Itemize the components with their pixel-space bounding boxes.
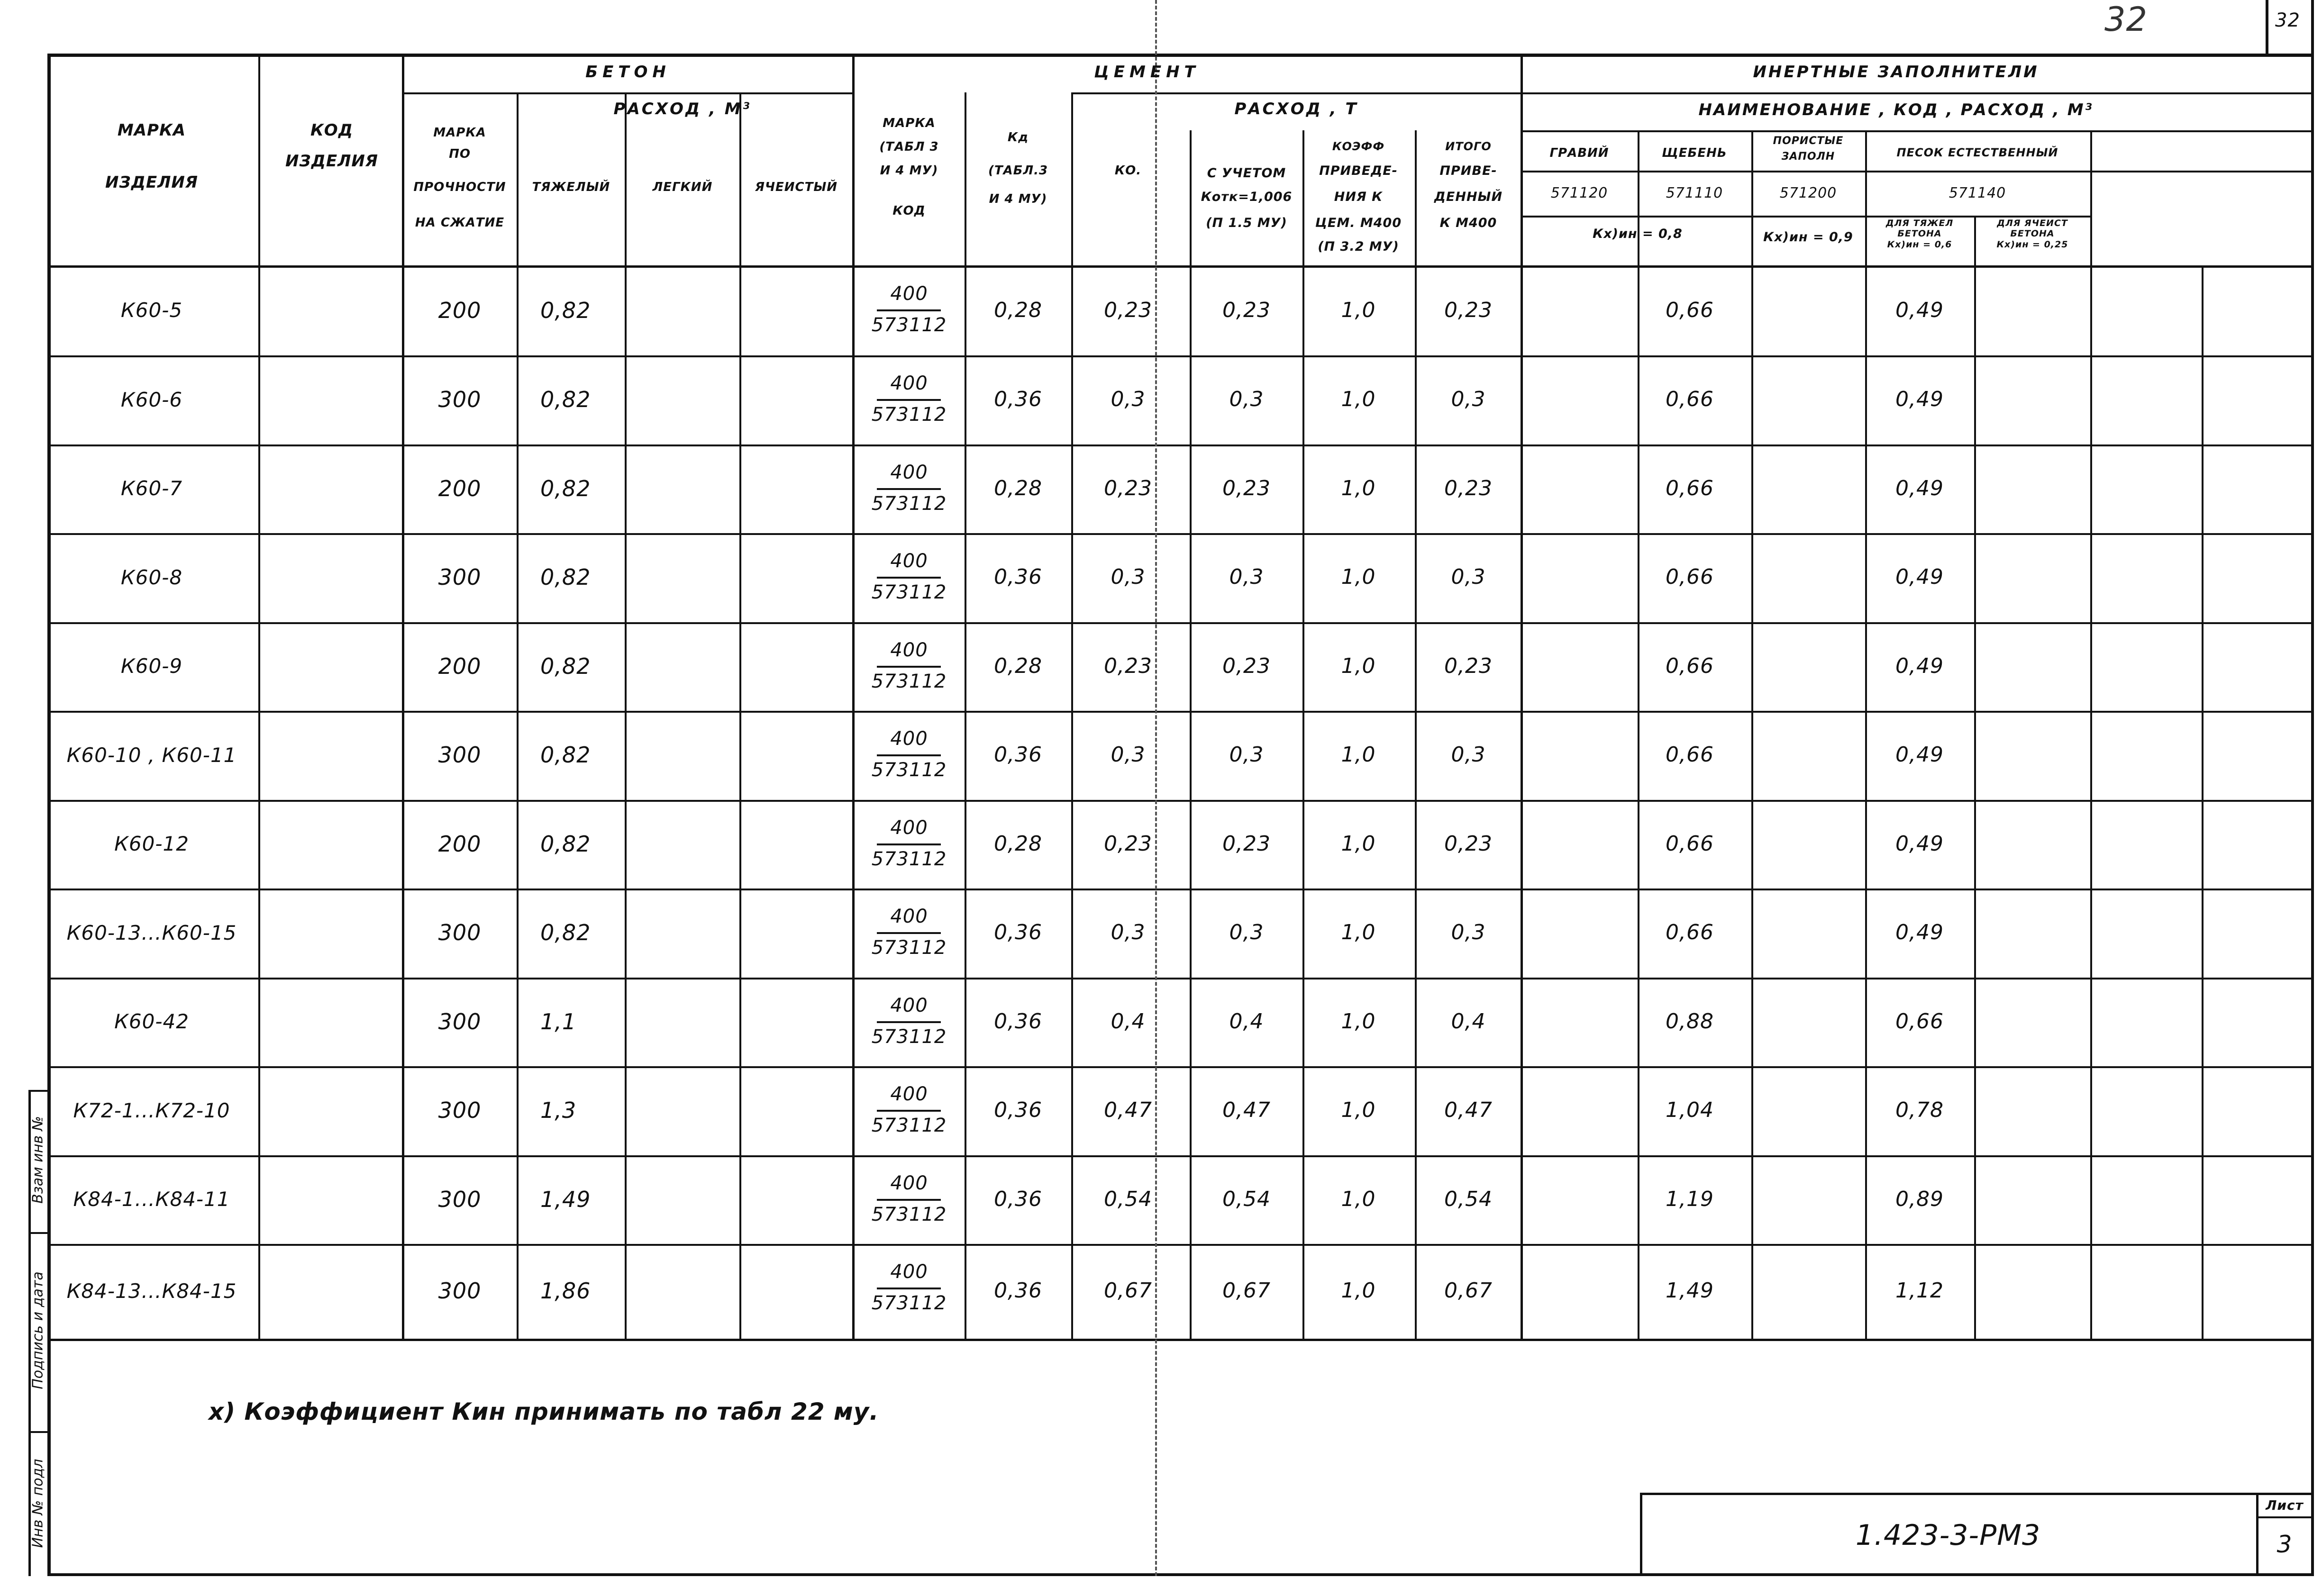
- cell-cement-marka: 400: [890, 1083, 928, 1105]
- cell-ko: 0,3: [1111, 565, 1146, 589]
- cell-pesok: 0,49: [1895, 920, 1944, 945]
- cell-mark: К60-13...К60-15: [66, 921, 237, 944]
- cell-strength: 300: [438, 1278, 482, 1304]
- cell-uchetom: 0,54: [1222, 1187, 1271, 1211]
- code-pesok: 571140: [1949, 185, 2006, 201]
- cell-cement-marka: 400: [890, 906, 928, 927]
- header-itogo-3: ДЕННЫЙ: [1434, 190, 1503, 204]
- side-label-inv-podl: Инв № подл: [29, 1459, 46, 1548]
- fraction-bar: [877, 1199, 941, 1201]
- cell-itogo: 0,3: [1451, 920, 1486, 945]
- header-koeff-3: НИЯ К: [1334, 190, 1383, 204]
- header-cement: ЦЕМЕНТ: [1094, 63, 1200, 82]
- header-kd-1: Кд: [1007, 130, 1029, 145]
- cell-ko: 0,23: [1104, 653, 1152, 678]
- cell-mark: К60-6: [120, 388, 183, 411]
- header-cement-rashod: РАСХОД , Т: [1234, 100, 1358, 118]
- fraction-bar: [877, 666, 941, 668]
- cell-shcheben: 0,66: [1666, 565, 1714, 589]
- code-shcheben: 571110: [1666, 185, 1723, 201]
- header-koeff-4: ЦЕМ. М400: [1315, 216, 1402, 230]
- cell-mark: К60-8: [120, 565, 183, 589]
- header-itogo-4: К М400: [1439, 216, 1497, 230]
- cell-strength: 300: [438, 742, 482, 768]
- cell-strength: 200: [438, 297, 482, 323]
- cell-mark: К60-10 , К60-11: [66, 743, 237, 767]
- cell-cement-code: 573112: [871, 581, 947, 603]
- header-kd-2: (ТАБЛ.3: [988, 163, 1048, 178]
- cell-uchetom: 0,4: [1229, 1009, 1264, 1034]
- cell-heavy: 0,82: [540, 742, 591, 768]
- cell-heavy: 1,86: [540, 1278, 591, 1304]
- cell-cement-marka: 400: [890, 817, 928, 839]
- code-poristye: 571200: [1779, 185, 1837, 201]
- cell-uchetom: 0,23: [1222, 476, 1271, 500]
- cell-mark: К60-12: [114, 832, 189, 856]
- code-gravy: 571120: [1550, 185, 1608, 201]
- dlya-tyazh-2: БЕТОНА: [1897, 228, 1942, 239]
- sheet-label: Лист: [2266, 1497, 2304, 1513]
- fraction-bar: [877, 488, 941, 490]
- cell-koeff: 1,0: [1341, 831, 1376, 856]
- cell-cement-code: 573112: [871, 493, 947, 515]
- header-beton-marka-3: ПРОЧНОСТИ: [413, 180, 506, 194]
- cell-shcheben: 0,66: [1666, 387, 1714, 412]
- cell-cement-code: 573112: [871, 1026, 947, 1048]
- header-cement-marka-3: И 4 МУ): [880, 163, 938, 178]
- cell-cement-marka: 400: [890, 283, 928, 305]
- cell-heavy: 0,82: [540, 387, 591, 413]
- cell-uchetom: 0,47: [1222, 1098, 1271, 1123]
- cell-heavy: 0,82: [540, 564, 591, 590]
- header-itogo-2: ПРИВЕ-: [1439, 163, 1497, 178]
- cell-kd: 0,28: [994, 653, 1042, 678]
- cell-cement-marka: 400: [890, 550, 928, 572]
- header-beton-marka-1: МАРКА: [433, 126, 486, 140]
- cell-pesok: 0,49: [1895, 298, 1944, 322]
- header-cement-marka-4: КОД: [892, 204, 926, 218]
- cell-cement-code: 573112: [871, 314, 947, 336]
- cell-itogo: 0,3: [1451, 565, 1486, 589]
- cell-mark: К84-1...К84-11: [73, 1188, 230, 1211]
- cell-itogo: 0,23: [1444, 476, 1493, 500]
- cell-pesok: 0,49: [1895, 743, 1944, 767]
- header-poristye-2: ЗАПОЛН: [1781, 151, 1835, 163]
- cell-strength: 200: [438, 831, 482, 857]
- sheet-number: 3: [2276, 1531, 2293, 1558]
- cell-mark: К60-7: [120, 477, 183, 500]
- cell-mark: К72-1...К72-10: [73, 1098, 230, 1122]
- header-shcheben: ЩЕБЕНЬ: [1662, 146, 1727, 160]
- kin-09: Кх)ин = 0,9: [1763, 230, 1853, 245]
- cell-ko: 0,54: [1104, 1187, 1152, 1211]
- cell-uchetom: 0,23: [1222, 298, 1271, 322]
- cell-kd: 0,36: [994, 743, 1042, 767]
- side-label-vzam-inv: Взам инв №: [29, 1116, 46, 1204]
- cell-uchetom: 0,23: [1222, 831, 1271, 856]
- cell-ko: 0,4: [1111, 1009, 1146, 1034]
- side-label-podpis-data: Подпись и дата: [29, 1271, 46, 1389]
- header-ko: КО.: [1114, 163, 1142, 178]
- cell-ko: 0,23: [1104, 831, 1152, 856]
- cell-itogo: 0,3: [1451, 387, 1486, 412]
- cell-uchetom: 0,67: [1222, 1279, 1271, 1303]
- cell-shcheben: 0,66: [1666, 831, 1714, 856]
- cell-koeff: 1,0: [1341, 565, 1376, 589]
- cell-koeff: 1,0: [1341, 743, 1376, 767]
- cell-strength: 200: [438, 475, 482, 501]
- cell-itogo: 0,4: [1451, 1009, 1486, 1034]
- cell-mark: К60-42: [114, 1010, 189, 1034]
- cell-koeff: 1,0: [1341, 476, 1376, 500]
- cell-koeff: 1,0: [1341, 1187, 1376, 1211]
- cell-mark: К60-5: [120, 299, 183, 322]
- cell-strength: 300: [438, 387, 482, 413]
- cell-heavy: 0,82: [540, 475, 591, 501]
- fraction-bar: [877, 843, 941, 845]
- cell-pesok: 0,49: [1895, 565, 1944, 589]
- header-beton: БЕТОН: [585, 63, 671, 82]
- cell-kd: 0,36: [994, 1279, 1042, 1303]
- header-gravy: ГРАВИЙ: [1549, 146, 1609, 160]
- fraction-bar: [877, 577, 941, 579]
- cell-itogo: 0,23: [1444, 653, 1493, 678]
- cell-cement-code: 573112: [871, 848, 947, 870]
- header-inertnye: ИНЕРТНЫЕ ЗАПОЛНИТЕЛИ: [1753, 63, 2039, 82]
- cell-cement-marka: 400: [890, 462, 928, 483]
- cell-heavy: 0,82: [540, 831, 591, 857]
- cell-shcheben: 0,66: [1666, 920, 1714, 945]
- cell-strength: 200: [438, 653, 482, 679]
- header-itogo-1: ИТОГО: [1445, 140, 1492, 153]
- cell-koeff: 1,0: [1341, 1279, 1376, 1303]
- cell-strength: 300: [438, 1097, 482, 1124]
- header-kod-izdeliya-1: КОД: [310, 121, 353, 140]
- header-beton-rashod: РАСХОД , М³: [613, 100, 752, 118]
- dlya-yach-2: БЕТОНА: [2010, 228, 2055, 239]
- header-koeff-2: ПРИВЕДЕ-: [1319, 163, 1398, 178]
- cell-itogo: 0,47: [1444, 1098, 1493, 1123]
- cell-kd: 0,36: [994, 387, 1042, 412]
- dlya-tyazh-1: ДЛЯ ТЯЖЕЛ: [1885, 218, 1954, 228]
- cell-kd: 0,36: [994, 1187, 1042, 1211]
- cell-heavy: 1,1: [540, 1008, 577, 1034]
- cell-shcheben: 1,04: [1666, 1098, 1714, 1123]
- cell-pesok: 0,49: [1895, 653, 1944, 678]
- cell-strength: 300: [438, 564, 482, 590]
- cell-koeff: 1,0: [1341, 387, 1376, 412]
- cell-uchetom: 0,23: [1222, 653, 1271, 678]
- cell-shcheben: 0,66: [1666, 298, 1714, 322]
- cell-shcheben: 0,66: [1666, 653, 1714, 678]
- cell-heavy: 0,82: [540, 653, 591, 679]
- cell-shcheben: 1,49: [1666, 1279, 1714, 1303]
- fraction-bar: [877, 1021, 941, 1023]
- dlya-yach-3: Кх)ин = 0,25: [1996, 239, 2068, 250]
- cell-ko: 0,47: [1104, 1098, 1152, 1123]
- header-cement-marka-1: МАРКА: [883, 116, 936, 130]
- cell-cement-marka: 400: [890, 728, 928, 750]
- cell-shcheben: 1,19: [1666, 1187, 1714, 1211]
- cell-pesok: 1,12: [1895, 1279, 1944, 1303]
- footnote: х) Коэффициент Кин принимать по табл 22 му.: [209, 1398, 879, 1425]
- dlya-tyazh-3: Кх)ин = 0,6: [1887, 239, 1952, 250]
- cell-strength: 300: [438, 920, 482, 946]
- cell-kd: 0,36: [994, 565, 1042, 589]
- cell-pesok: 0,89: [1895, 1187, 1944, 1211]
- cell-ko: 0,23: [1104, 476, 1152, 500]
- cell-itogo: 0,3: [1451, 743, 1486, 767]
- cell-itogo: 0,54: [1444, 1187, 1493, 1211]
- header-s-uchetom-2: Котк=1,006: [1201, 190, 1293, 204]
- header-s-uchetom-1: С УЧЕТОМ: [1207, 166, 1286, 181]
- cell-kd: 0,36: [994, 1009, 1042, 1034]
- cell-cement-code: 573112: [871, 1292, 947, 1314]
- doc-code: 1.423-3-РМ3: [1855, 1519, 2041, 1552]
- header-cement-marka-2: (ТАБЛ 3: [879, 140, 939, 154]
- header-s-uchetom-3: (П 1.5 МУ): [1206, 216, 1287, 230]
- cell-ko: 0,23: [1104, 298, 1152, 322]
- cell-cement-code: 573112: [871, 1204, 947, 1225]
- cell-cement-marka: 400: [890, 372, 928, 394]
- fraction-bar: [877, 754, 941, 756]
- kin-08: Кх)ин = 0,8: [1593, 227, 1683, 241]
- cell-mark: К60-9: [120, 654, 183, 678]
- cell-itogo: 0,67: [1444, 1279, 1493, 1303]
- fraction-bar: [877, 1110, 941, 1112]
- cell-cement-marka: 400: [890, 1172, 928, 1194]
- cell-ko: 0,3: [1111, 920, 1146, 945]
- cell-itogo: 0,23: [1444, 298, 1493, 322]
- cell-cement-code: 573112: [871, 1115, 947, 1136]
- corner-page-number: 32: [2275, 9, 2300, 31]
- cell-shcheben: 0,66: [1666, 476, 1714, 500]
- cell-koeff: 1,0: [1341, 1009, 1376, 1034]
- cell-pesok: 0,49: [1895, 831, 1944, 856]
- cell-cement-code: 573112: [871, 671, 947, 692]
- cell-strength: 300: [438, 1008, 482, 1034]
- header-kod-izdeliya-2: ИЗДЕЛИЯ: [285, 152, 378, 171]
- header-poristye-1: ПОРИСТЫЕ: [1773, 135, 1844, 147]
- cell-heavy: 1,3: [540, 1097, 577, 1124]
- cell-ko: 0,67: [1104, 1279, 1152, 1303]
- cell-heavy: 1,49: [540, 1186, 591, 1212]
- cell-heavy: 0,82: [540, 297, 591, 323]
- cell-kd: 0,28: [994, 476, 1042, 500]
- cell-kd: 0,28: [994, 298, 1042, 322]
- cell-heavy: 0,82: [540, 920, 591, 946]
- cell-koeff: 1,0: [1341, 1098, 1376, 1123]
- cell-ko: 0,3: [1111, 743, 1146, 767]
- dlya-yach-1: ДЛЯ ЯЧЕИСТ: [1997, 218, 2068, 228]
- fraction-bar: [877, 1288, 941, 1289]
- header-marka-izdeliya-2: ИЗДЕЛИЯ: [105, 173, 198, 192]
- cell-uchetom: 0,3: [1229, 565, 1264, 589]
- cell-shcheben: 0,66: [1666, 743, 1714, 767]
- header-tyazhely: ТЯЖЕЛЫЙ: [532, 180, 610, 194]
- cell-mark: К84-13...К84-15: [66, 1279, 237, 1303]
- header-legky: ЛЕГКИЙ: [652, 180, 713, 194]
- cell-pesok: 0,49: [1895, 476, 1944, 500]
- header-koeff-1: КОЭФФ: [1332, 140, 1385, 153]
- cell-koeff: 1,0: [1341, 298, 1376, 322]
- header-koeff-5: (П 3.2 МУ): [1318, 239, 1399, 254]
- cell-koeff: 1,0: [1341, 920, 1376, 945]
- header-beton-marka-4: НА СЖАТИЕ: [415, 216, 505, 230]
- cell-pesok: 0,66: [1895, 1009, 1944, 1034]
- cell-uchetom: 0,3: [1229, 387, 1264, 412]
- cell-cement-code: 573112: [871, 404, 947, 426]
- header-pesok: ПЕСОК ЕСТЕСТВЕННЫЙ: [1896, 146, 2058, 159]
- header-marka-izdeliya-1: МАРКА: [117, 121, 186, 140]
- cell-cement-marka: 400: [890, 639, 928, 661]
- handwritten-page-number: 32: [2104, 0, 2148, 39]
- cell-ko: 0,3: [1111, 387, 1146, 412]
- cell-cement-marka: 400: [890, 995, 928, 1016]
- cell-pesok: 0,49: [1895, 387, 1944, 412]
- header-yacheisty: ЯЧЕИСТЫЙ: [755, 180, 838, 194]
- fraction-bar: [877, 309, 941, 311]
- cell-shcheben: 0,88: [1666, 1009, 1714, 1034]
- cell-kd: 0,36: [994, 1098, 1042, 1123]
- cell-uchetom: 0,3: [1229, 920, 1264, 945]
- header-beton-marka-2: ПО: [449, 147, 471, 161]
- header-naimenovanie: НАИМЕНОВАНИЕ , КОД , РАСХОД , М³: [1698, 100, 2094, 119]
- cell-cement-code: 573112: [871, 937, 947, 959]
- cell-itogo: 0,23: [1444, 831, 1493, 856]
- cell-strength: 300: [438, 1186, 482, 1212]
- cell-uchetom: 0,3: [1229, 743, 1264, 767]
- cell-kd: 0,36: [994, 920, 1042, 945]
- fraction-bar: [877, 399, 941, 401]
- cell-cement-marka: 400: [890, 1261, 928, 1283]
- cell-kd: 0,28: [994, 831, 1042, 856]
- header-kd-3: И 4 МУ): [989, 192, 1047, 206]
- cell-koeff: 1,0: [1341, 653, 1376, 678]
- cell-pesok: 0,78: [1895, 1098, 1944, 1123]
- fraction-bar: [877, 932, 941, 934]
- cell-cement-code: 573112: [871, 759, 947, 781]
